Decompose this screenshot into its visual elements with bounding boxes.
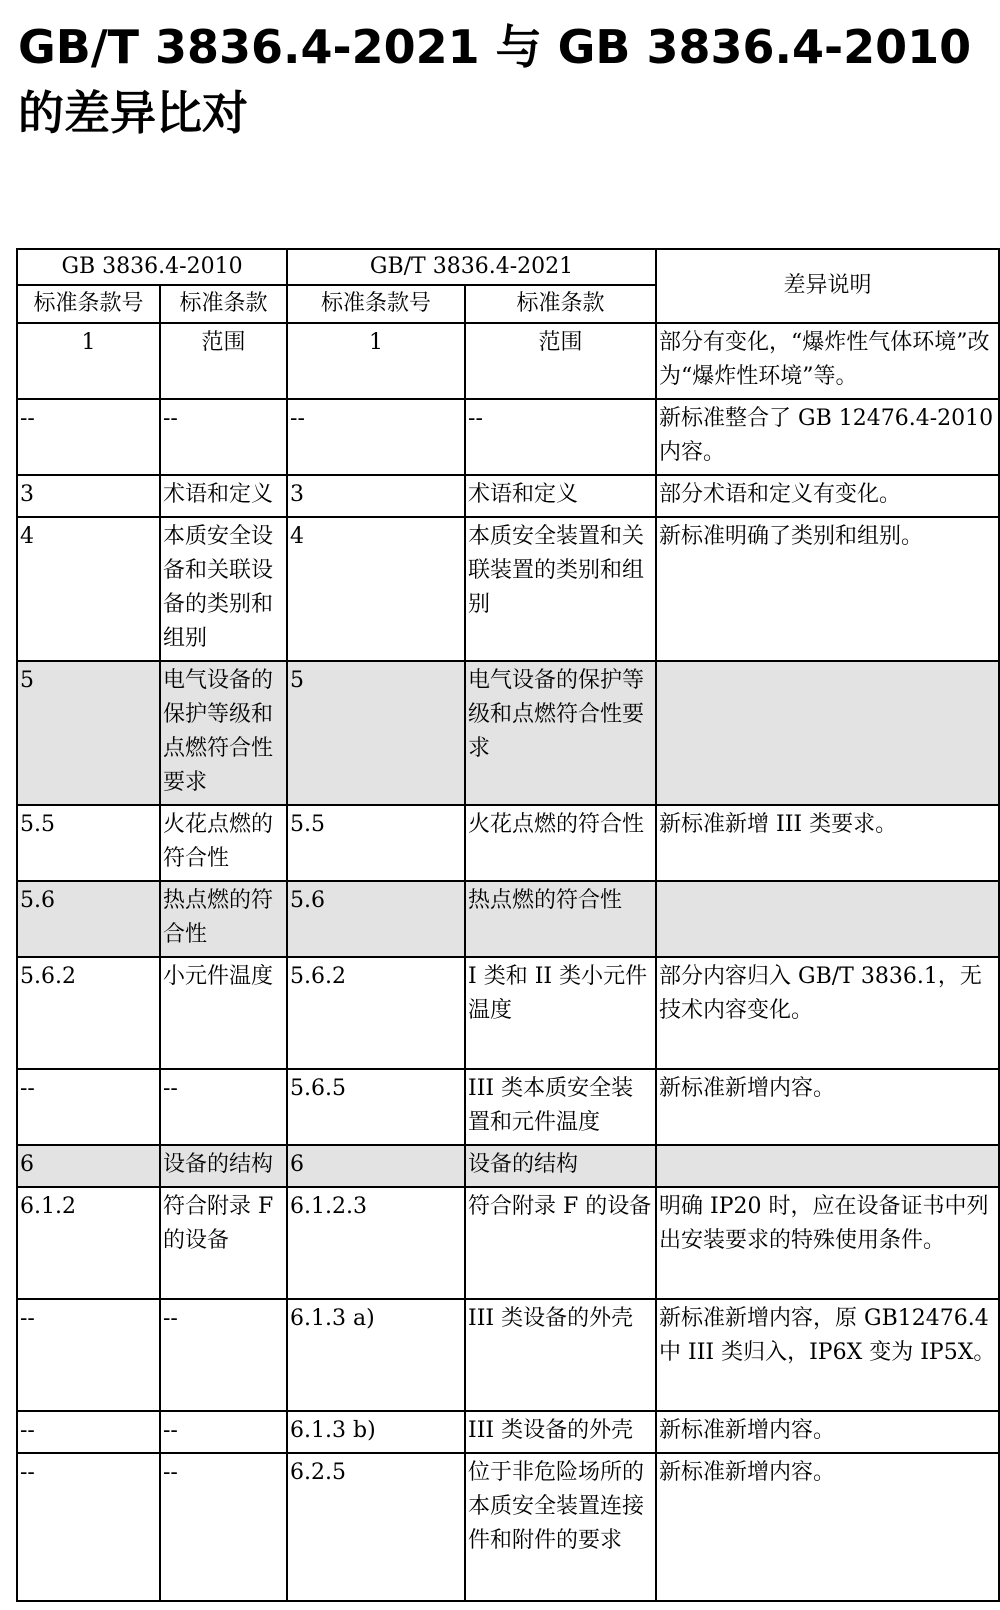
difference-cell xyxy=(656,1145,999,1187)
new-clause-no-cell: 3 xyxy=(287,475,465,517)
difference-cell: 新标准明确了类别和组别。 xyxy=(656,517,999,661)
header-difference: 差异说明 xyxy=(656,249,999,323)
new-clause-no-cell: 4 xyxy=(287,517,465,661)
old-clause-cell: -- xyxy=(160,1411,287,1453)
old-clause-cell: 热点燃的符合性 xyxy=(160,881,287,957)
old-clause-cell: 小元件温度 xyxy=(160,957,287,1069)
table-row xyxy=(17,1299,999,1411)
old-clause-cell: 符合附录 F 的设备 xyxy=(160,1187,287,1299)
table-header-row-standards xyxy=(17,249,999,285)
new-clause-cell: III 类设备的外壳 xyxy=(465,1299,656,1411)
new-clause-cell: 术语和定义 xyxy=(465,475,656,517)
difference-cell: 部分术语和定义有变化。 xyxy=(656,475,999,517)
header-new-standard: GB/T 3836.4-2021 xyxy=(287,249,656,285)
old-clause-cell: -- xyxy=(160,1069,287,1145)
old-clause-no-cell: 5 xyxy=(17,661,160,805)
old-clause-no-cell: 5.6.2 xyxy=(17,957,160,1069)
header-old-clause-no: 标准条款号 xyxy=(17,285,160,323)
difference-cell: 明确 IP20 时，应在设备证书中列出安装要求的特殊使用条件。 xyxy=(656,1187,999,1299)
header-new-clause-no: 标准条款号 xyxy=(287,285,465,323)
table-row xyxy=(17,323,999,399)
header-old-clause: 标准条款 xyxy=(160,285,287,323)
new-clause-cell: 设备的结构 xyxy=(465,1145,656,1187)
new-clause-cell: 范围 xyxy=(465,323,656,399)
new-clause-no-cell: 1 xyxy=(287,323,465,399)
new-clause-cell: 电气设备的保护等级和点燃符合性要求 xyxy=(465,661,656,805)
table-row xyxy=(17,881,999,957)
old-clause-no-cell: 5.6 xyxy=(17,881,160,957)
difference-cell: 新标准新增 III 类要求。 xyxy=(656,805,999,881)
table-row xyxy=(17,1411,999,1453)
table-row xyxy=(17,475,999,517)
difference-cell: 部分有变化，“爆炸性气体环境”改为“爆炸性环境”等。 xyxy=(656,323,999,399)
new-clause-cell: 火花点燃的符合性 xyxy=(465,805,656,881)
old-clause-no-cell: 3 xyxy=(17,475,160,517)
new-clause-no-cell: 5.6 xyxy=(287,881,465,957)
new-clause-no-cell: 6.1.3 b) xyxy=(287,1411,465,1453)
new-clause-cell: 符合附录 F 的设备 xyxy=(465,1187,656,1299)
new-clause-cell: 本质安全装置和关联装置的类别和组别 xyxy=(465,517,656,661)
old-clause-no-cell: 6 xyxy=(17,1145,160,1187)
new-clause-cell: 热点燃的符合性 xyxy=(465,881,656,957)
new-clause-no-cell: 6 xyxy=(287,1145,465,1187)
new-clause-no-cell: 6.1.3 a) xyxy=(287,1299,465,1411)
new-clause-no-cell: 5.5 xyxy=(287,805,465,881)
difference-cell: 新标准新增内容。 xyxy=(656,1411,999,1453)
difference-cell: 新标准新增内容。 xyxy=(656,1069,999,1145)
new-clause-cell: I 类和 II 类小元件温度 xyxy=(465,957,656,1069)
new-clause-no-cell: -- xyxy=(287,399,465,475)
new-clause-cell: III 类本质安全装置和元件温度 xyxy=(465,1069,656,1145)
old-clause-no-cell: -- xyxy=(17,1453,160,1601)
old-clause-cell: -- xyxy=(160,1453,287,1601)
old-clause-cell: 范围 xyxy=(160,323,287,399)
new-clause-cell: -- xyxy=(465,399,656,475)
difference-cell xyxy=(656,661,999,805)
old-clause-cell: 术语和定义 xyxy=(160,475,287,517)
new-clause-no-cell: 5.6.2 xyxy=(287,957,465,1069)
table-row xyxy=(17,1187,999,1299)
new-clause-no-cell: 6.2.5 xyxy=(287,1453,465,1601)
new-clause-no-cell: 6.1.2.3 xyxy=(287,1187,465,1299)
old-clause-no-cell: -- xyxy=(17,399,160,475)
table-row xyxy=(17,661,999,805)
new-clause-no-cell: 5.6.5 xyxy=(287,1069,465,1145)
old-clause-cell: 设备的结构 xyxy=(160,1145,287,1187)
new-clause-cell: 位于非危险场所的本质安全装置连接件和附件的要求 xyxy=(465,1453,656,1601)
old-clause-no-cell: 4 xyxy=(17,517,160,661)
header-new-clause: 标准条款 xyxy=(465,285,656,323)
difference-cell: 新标准新增内容，原 GB12476.4 中 III 类归入，IP6X 变为 IP5X。 xyxy=(656,1299,999,1411)
old-clause-no-cell: 1 xyxy=(17,323,160,399)
comparison-table xyxy=(16,248,1000,1602)
old-clause-cell: 电气设备的保护等级和点燃符合性要求 xyxy=(160,661,287,805)
table-row xyxy=(17,517,999,661)
old-clause-no-cell: 5.5 xyxy=(17,805,160,881)
difference-cell xyxy=(656,881,999,957)
old-clause-no-cell: -- xyxy=(17,1069,160,1145)
table-row xyxy=(17,399,999,475)
table-row xyxy=(17,1069,999,1145)
difference-cell: 部分内容归入 GB/T 3836.1，无技术内容变化。 xyxy=(656,957,999,1069)
old-clause-cell: 火花点燃的符合性 xyxy=(160,805,287,881)
table-row xyxy=(17,805,999,881)
table-row xyxy=(17,957,999,1069)
old-clause-no-cell: -- xyxy=(17,1299,160,1411)
table-row xyxy=(17,1453,999,1601)
old-clause-no-cell: -- xyxy=(17,1411,160,1453)
new-clause-cell: III 类设备的外壳 xyxy=(465,1411,656,1453)
old-clause-no-cell: 6.1.2 xyxy=(17,1187,160,1299)
page-title: GB/T 3836.4-2021 与 GB 3836.4-2010 的差异比对 xyxy=(18,20,972,140)
difference-cell: 新标准整合了 GB 12476.4-2010 内容。 xyxy=(656,399,999,475)
old-clause-cell: -- xyxy=(160,399,287,475)
old-clause-cell: 本质安全设备和关联设备的类别和组别 xyxy=(160,517,287,661)
difference-cell: 新标准新增内容。 xyxy=(656,1453,999,1601)
old-clause-cell: -- xyxy=(160,1299,287,1411)
table-row xyxy=(17,1145,999,1187)
new-clause-no-cell: 5 xyxy=(287,661,465,805)
header-old-standard: GB 3836.4-2010 xyxy=(17,249,287,285)
